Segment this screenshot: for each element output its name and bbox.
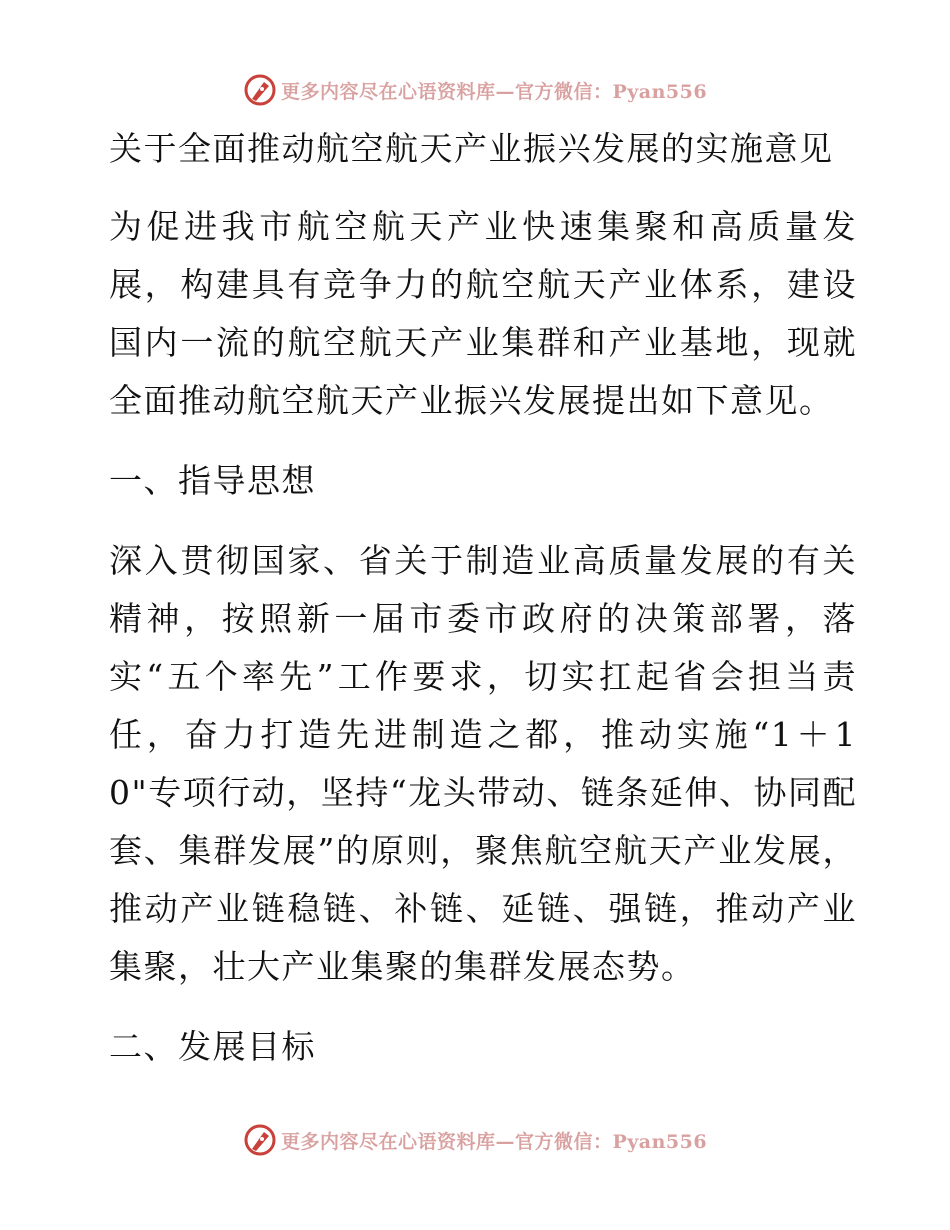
watermark-text: 更多内容尽在心语资料库—官方微信：Pyan556 xyxy=(280,1130,708,1153)
watermark-text: 更多内容尽在心语资料库—官方微信：Pyan556 xyxy=(280,80,708,103)
document-title: 关于全面推动航空航天产业振兴发展的实施意见 xyxy=(109,129,834,168)
section-heading-guiding-ideology: 一、指导思想 xyxy=(109,461,316,500)
pen-nib-logo-icon xyxy=(243,73,277,107)
header-watermark-banner xyxy=(0,70,950,110)
intro-paragraph: 为促进我市航空航天产业快速集聚和高质量发展，构建具有竞争力的航空航天产业体系，建设国内一流的航空航天产业集群和产业基地，现就全面推动航空航天产业振兴发展提出如下意见。 xyxy=(109,207,857,420)
document-body xyxy=(97,124,857,1076)
section-heading-development-goals: 二、发展目标 xyxy=(109,1027,316,1066)
footer-watermark-banner xyxy=(0,1120,950,1160)
guiding-ideology-paragraph: 深入贯彻国家、省关于制造业高质量发展的有关精神，按照新一届市委市政府的决策部署，落实“五个率先”工作要求，切实扛起省会担当责任，奋力打造先进制造之都，推动实施“1＋10"专项行动，坚持“龙头带动、链条延伸、协同配套、集群发展”的原则，聚焦航空航天产业发展，推动产业链稳链、补链、延链、强链，推动产业集聚，壮大产业集聚的集群发展态势。 xyxy=(109,541,857,986)
pen-nib-logo-icon xyxy=(243,1123,277,1157)
